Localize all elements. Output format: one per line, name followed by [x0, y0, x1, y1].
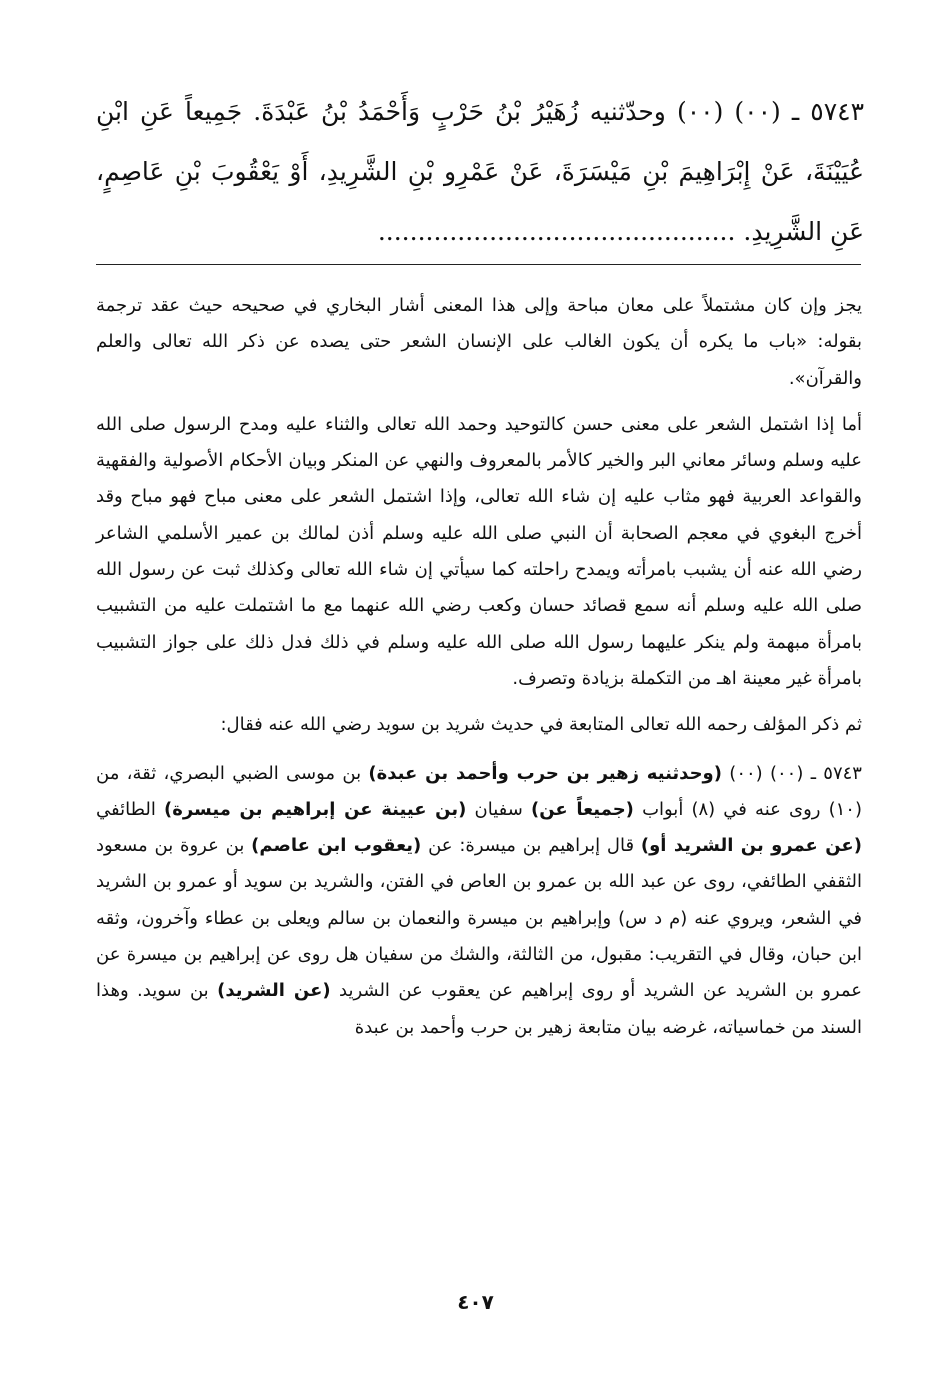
commentary-paragraph: يجز وإن كان مشتملاً على معان مباحة وإلى هذا المعنى أشار البخاري في صحيحه حيث عقد ترجمة بقوله: «باب ما يكره أن يكون الغالب على الإنسان الشعر حتى يصده عن ذكر الله تعالى والعلم والقرآن». — [96, 295, 862, 389]
page-number: ٤٠٧ — [457, 1290, 494, 1314]
matn-quote: (جميعاً عن) — [530, 798, 634, 820]
commentary-text: بن موسى الضبي البصري، ثقة، من (١٠) روى عنه في (٨) أبواب — [96, 762, 862, 820]
commentary — [96, 288, 862, 1046]
hadith-matn: وحدّثنيه زُهَيْرُ بْنُ حَرْبٍ وَأَحْمَدُ بْنُ عَبْدَةَ. جَمِيعاً عَنِ ابْنِ عُيَيْنَةَ، عَنْ إِبْرَاهِيمَ بْنِ مَيْسَرَةَ، عَنْ عَمْرِو بْنِ الشَّرِيدِ، أَوْ يَعْقُوبَ بْنِ عَاصِمٍ، عَنِ الشَّرِيدِ. — [96, 97, 864, 246]
commentary-text: الطائفي — [96, 798, 156, 820]
commentary-text: قال إبراهيم بن ميسرة: عن — [428, 835, 635, 857]
commentary-paragraph: أما إذا اشتمل الشعر على معنى حسن كالتوحيد وحمد الله تعالى والثناء عليه ومدح الرسول صلى الله عليه وسلم وسائر معاني البر والخير كالأمر بالمعروف والنهي عن المنكر وبيان الأحكام الأصولية والفقهية والقواعد العربية فهو مثاب عليه إن شاء الله تعالى، وإذا اشتمل الشعر على معنى مباح فهو مباح وقد أخرج البغوي في معجم الصحابة أن النبي صلى الله عليه وسلم أذن لمالك بن عمير الأسلمي الشاعر رضي الله عنه أن يشبب بامرأته ويمدح راحلته كما سيأتي إن شاء الله تعالى وكذلك ثبت عن رسول الله صلى الله عليه وسلم أنه سمع قصائد حسان وكعب رضي الله عنهما مع ما اشتملت عليه من التشبيب بامرأة مبهمة ولم ينكر عليهما رسول الله صلى الله عليه وسلم في ذلك فدل ذلك على جواز التشبيب بامرأة غير معينة اهـ من التكملة بزيادة وتصرف. — [96, 413, 862, 689]
matn-quote: (بن عيينة عن إبراهيم بن ميسرة) — [164, 798, 467, 820]
commentary-text: بن سويد. وهذا السند من خماسياته، غرضه بيان متابعة زهير بن حرب وأحمد بن عبدة — [96, 980, 862, 1038]
commentary-text: سفيان — [474, 798, 523, 820]
commentary-paragraph: ثم ذكر المؤلف رحمه الله تعالى المتابعة في حديث شريد بن سويد رضي الله عنه فقال: — [220, 714, 862, 736]
matn-quote: (يعقوب ابن عاصم) — [251, 835, 422, 857]
matn-quote: (عن عمرو بن الشريد أو) — [640, 835, 862, 857]
matn-quote: (عن الشريد) — [217, 980, 331, 1002]
hadith-text — [96, 82, 864, 262]
commentary-text: بن عروة بن مسعود الثقفي الطائفي، روى عن عبد الله بن عمرو بن العاص في الفتن، والشريد بن سويد أو عمرو بن الشريد في الشعر، ويروي عنه (م د س) وإبراهيم بن ميسرة والنعمان بن سالم ويعلى بن عطاء وآخرون، وثقه ابن حبان، وقال في التقريب: مقبول، من الثالثة، والشك من سفيان هل روى عن إبراهيم بن ميسرة عن عمرو بن الشريد عن الشريد أو روى إبراهيم عن يعقوب عن الشريد — [96, 835, 862, 1002]
hadith-number: ٥٧٤٣ ـ (٠٠) (٠٠) — [729, 762, 862, 784]
footnote-separator — [96, 264, 861, 265]
matn-quote: (وحدثنيه زهير بن حرب وأحمد بن عبدة) — [368, 762, 722, 784]
commentary-isnad-paragraph — [96, 756, 862, 1046]
hadith-number: ٥٧٤٣ ـ (٠٠) (٠٠) — [676, 97, 864, 126]
dotted-leader: ............................................. — [377, 217, 736, 246]
